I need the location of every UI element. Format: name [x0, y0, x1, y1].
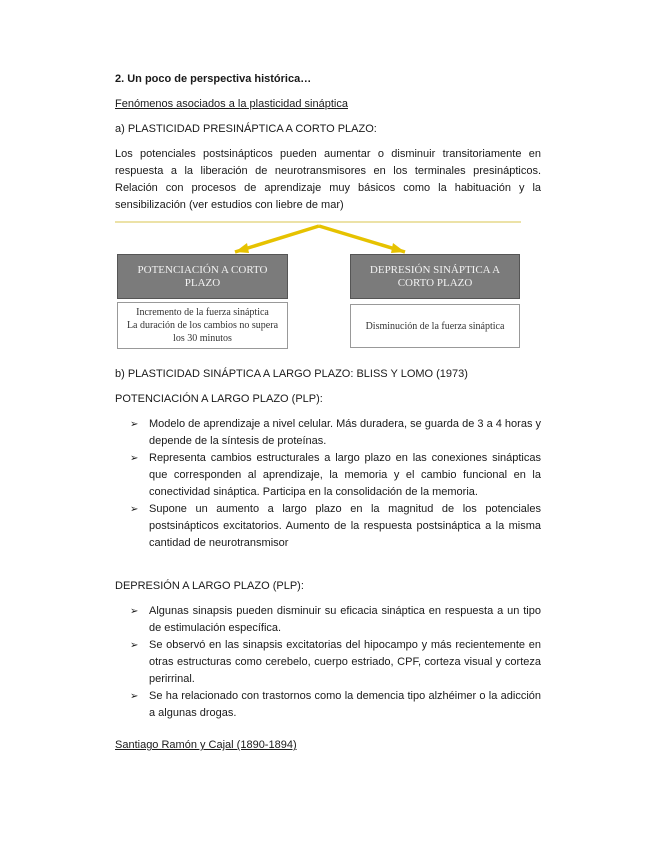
depresion-list [115, 603, 541, 722]
arrow-bullet-icon: ➢ [130, 691, 139, 702]
depresion-corto-plazo-desc-box [350, 304, 520, 348]
depresion-corto-plazo-box [350, 254, 520, 299]
section-a-title: a) PLASTICIDAD PRESINÁPTICA A CORTO PLAZO: [115, 123, 377, 135]
section-heading: 2. Un poco de perspectiva histórica… [115, 73, 312, 85]
list-item [115, 688, 541, 722]
list-item-text: Representa cambios estructurales a largo plazo en las conexiones sinápticas que corresponden al aprendizaje, la memoria y el cambio funcional en la conectividad sináptica. Participa en la consolidación de la memoria. [149, 452, 541, 498]
list-item-text: Se observó en las sinapsis excitatorias del hipocampo y más recientemente en otras estructuras como cerebelo, cuerpo estriado, CPF, corteza visual y corteza perirrinal. [149, 639, 541, 685]
depresion-desc: Disminución de la fuerza sináptica [365, 320, 505, 332]
section-b-title: b) PLASTICIDAD SINÁPTICA A LARGO PLAZO: BLISS Y LOMO (1973) [115, 368, 468, 380]
potenciacion-corto-plazo-title: POTENCIACIÓN A CORTO PLAZO [137, 263, 268, 289]
potenciacion-largo-plazo-title: POTENCIACIÓN A LARGO PLAZO (PLP): [115, 393, 323, 405]
arrow-bullet-icon: ➢ [130, 453, 139, 464]
arrow-bullet-icon: ➢ [130, 606, 139, 617]
list-item-text: Se ha relacionado con trastornos como la demencia tipo alzhéimer o la adicción a algunas drogas. [149, 690, 541, 719]
arrow-bullet-icon: ➢ [130, 419, 139, 430]
list-item [115, 637, 541, 688]
list-item-text: Algunas sinapsis pueden disminuir su eficacia sináptica en respuesta a un tipo de estimulación específica. [149, 605, 541, 634]
potenciacion-desc-2: La duración de los cambios no supera los 30 minutos [126, 320, 279, 344]
arrow-bullet-icon: ➢ [130, 640, 139, 651]
subheading: Fenómenos asociados a la plasticidad sináptica [115, 98, 348, 110]
list-item-text: Modelo de aprendizaje a nivel celular. Más duradera, se guarda de 3 a 4 horas y depende de la síntesis de proteínas. [149, 418, 541, 447]
potenciacion-list [115, 416, 541, 552]
plasticity-diagram [115, 218, 535, 353]
section-a-paragraph: Los potenciales postsinápticos pueden aumentar o disminuir transitoriamente en respuesta a la liberación de neurotransmisores en los terminales presinápticos. Relación con procesos de aprendizaje muy básicos como la habituación y la sensibilización (ver estudios con liebre de mar) [115, 148, 541, 211]
potenciacion-corto-plazo-box [117, 254, 288, 299]
arrow-bullet-icon: ➢ [130, 504, 139, 515]
list-item [115, 450, 541, 501]
list-item [115, 603, 541, 637]
santiago-ramon-y-cajal-heading: Santiago Ramón y Cajal (1890-1894) [115, 739, 297, 751]
potenciacion-corto-plazo-desc-box [117, 302, 288, 349]
list-item [115, 416, 541, 450]
potenciacion-desc-1: Incremento de la fuerza sináptica [136, 307, 269, 318]
arrow-left-head [235, 243, 249, 253]
arrow-right-head [391, 243, 405, 253]
list-item-text: Supone un aumento a largo plazo en la magnitud de los potenciales postsinápticos excitatorios. Aumento de la respuesta postsináptica a la misma cantidad de neurotransmisor [149, 503, 541, 549]
depresion-largo-plazo-title: DEPRESIÓN A LARGO PLAZO (PLP): [115, 580, 304, 592]
list-item [115, 501, 541, 552]
depresion-corto-plazo-title: DEPRESIÓN SINÁPTICA A CORTO PLAZO [369, 263, 501, 289]
